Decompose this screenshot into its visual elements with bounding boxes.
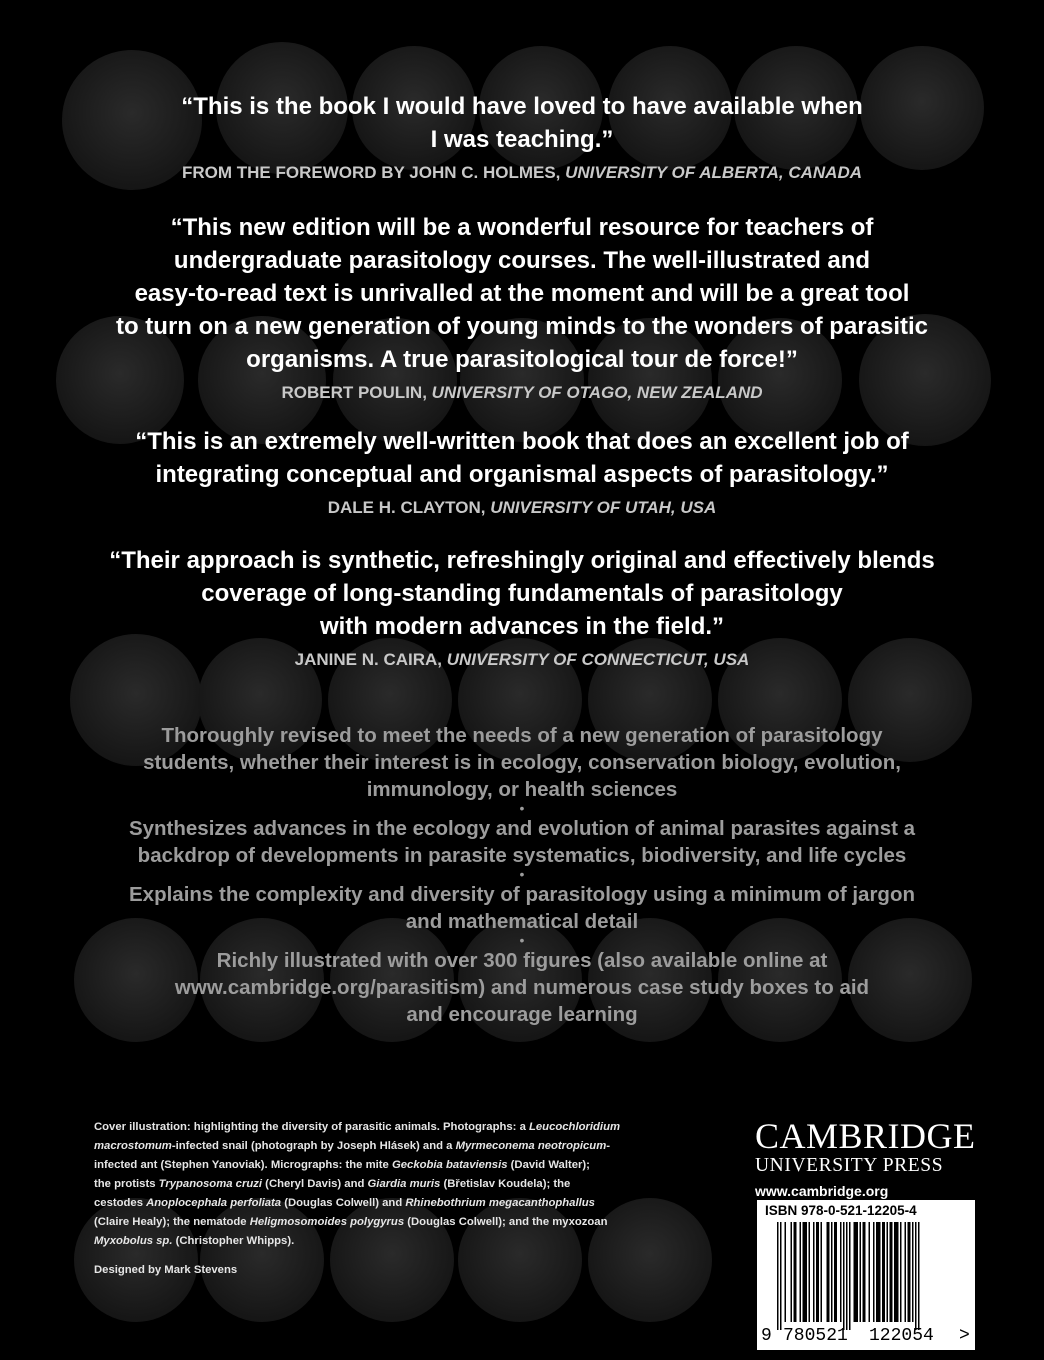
isbn-barcode bbox=[757, 1200, 975, 1350]
quote-attribution: ROBERT POULIN, UNIVERSITY OF OTAGO, NEW ZEALAND bbox=[281, 383, 763, 402]
barcode-bar bbox=[777, 1222, 779, 1330]
barcode-bar bbox=[908, 1222, 911, 1322]
barcode-bar bbox=[780, 1222, 782, 1330]
barcode-bar bbox=[900, 1222, 902, 1322]
quote-line: integrating conceptual and organismal aspects of parasitology.” bbox=[155, 461, 889, 488]
barcode-bars bbox=[765, 1222, 955, 1330]
quote-text bbox=[60, 544, 984, 643]
barcode-bar bbox=[827, 1222, 830, 1322]
quote-line: “Their approach is synthetic, refreshingly original and effectively blends bbox=[109, 547, 935, 574]
bullet-separator: • bbox=[519, 932, 525, 948]
bullet-separator: • bbox=[519, 866, 525, 882]
cover-illustration-credits: Cover illustration: highlighting the diversity of parasitic animals. Photographs: a Leucochloridium macrostomum-infected snail (photograph by Joseph Hlásek) and a Myrmeconema neotropicum- infected ant (Stephen Yanoviak). Micrographs: the mite Geckobia bataviensis (David Walter); the protists Trypanosoma cruzi (Cheryl Davis) and Giardia muris (Břetislav Koudela); the cestodes Anoplocephala perfoliata (Douglas Colwell) and Rhinebothrium megacanthophallus (Claire Healy); the nematode Heligmosomoides polygyrus (Douglas Colwell); and the myxozoan Myxobolus sp. (Christopher Whipps). bbox=[94, 1121, 621, 1247]
barcode-bar bbox=[840, 1222, 842, 1322]
quote-text bbox=[60, 425, 984, 491]
feature-list bbox=[60, 722, 984, 1028]
barcode-bar bbox=[873, 1222, 875, 1322]
quote-text bbox=[60, 211, 984, 376]
barcode-digit-group: 780521 bbox=[783, 1326, 848, 1346]
quote-caira bbox=[60, 544, 984, 671]
barcode-digit-group: 122054 bbox=[869, 1326, 934, 1346]
quote-poulin bbox=[60, 211, 984, 404]
barcode-bar bbox=[821, 1222, 823, 1322]
quote-line: easy-to-read text is unrivalled at the moment and will be a great tool bbox=[134, 280, 910, 307]
quote-text bbox=[60, 90, 984, 156]
barcode-bar bbox=[809, 1222, 811, 1322]
feature-item: Explains the complexity and diversity of parasitology using a minimum of jargon and mathematical detail bbox=[129, 883, 915, 933]
barcode-bar bbox=[918, 1222, 920, 1330]
barcode-bar bbox=[794, 1222, 797, 1322]
barcode-bar bbox=[882, 1222, 885, 1322]
barcode-bar bbox=[912, 1222, 914, 1322]
quote-attribution: FROM THE FOREWORD BY JOHN C. HOLMES, UNIVERSITY OF ALBERTA, CANADA bbox=[181, 163, 863, 182]
publisher-url: www.cambridge.org bbox=[755, 1183, 889, 1199]
barcode-bar bbox=[831, 1222, 833, 1322]
barcode-digit-marker: > bbox=[959, 1326, 970, 1346]
feature-item: Thoroughly revised to meet the needs of a new generation of parasitology students, whether their interest is in ecology, conservation biology, evolution, immunology, or health sciences bbox=[143, 724, 901, 801]
quote-clayton bbox=[60, 425, 984, 519]
publisher-logo-line2: UNIVERSITY PRESS bbox=[755, 1155, 944, 1176]
barcode-bar bbox=[849, 1222, 851, 1330]
quote-line: coverage of long-standing fundamentals of parasitology bbox=[201, 580, 843, 607]
barcode-bar bbox=[869, 1222, 871, 1322]
quote-line: “This is an extremely well-written book that does an excellent job of bbox=[135, 428, 909, 455]
barcode-bar bbox=[876, 1222, 881, 1322]
barcode-bar bbox=[834, 1222, 837, 1322]
isbn-label: ISBN 978-0-521-12205-4 bbox=[765, 1203, 917, 1218]
barcode-bar bbox=[785, 1222, 787, 1322]
designer-credit: Designed by Mark Stevens bbox=[94, 1264, 238, 1276]
barcode-bar bbox=[800, 1222, 802, 1322]
quote-attribution: JANINE N. CAIRA, UNIVERSITY OF CONNECTICUT, USA bbox=[294, 650, 750, 669]
quote-line: undergraduate parasitology courses. The well-illustrated and bbox=[173, 247, 871, 274]
barcode-bar bbox=[791, 1222, 793, 1322]
barcode-bar bbox=[887, 1222, 889, 1322]
barcode-bar bbox=[894, 1222, 899, 1322]
barcode-bar bbox=[890, 1222, 893, 1322]
barcode-bar bbox=[816, 1222, 819, 1322]
quote-attribution: DALE H. CLAYTON, UNIVERSITY OF UTAH, USA bbox=[327, 498, 717, 517]
quote-line: “This new edition will be a wonderful resource for teachers of bbox=[170, 214, 874, 241]
bullet-separator: • bbox=[519, 800, 525, 816]
barcode-bar bbox=[905, 1222, 907, 1322]
barcode-bar bbox=[915, 1222, 917, 1330]
barcode-bar bbox=[860, 1222, 862, 1322]
quote-line: with modern advances in the field.” bbox=[319, 613, 725, 640]
barcode-digit-prefix: 9 bbox=[761, 1326, 772, 1346]
publisher-block bbox=[755, 1118, 975, 1202]
barcode-bar bbox=[803, 1222, 808, 1322]
barcode-bar bbox=[854, 1222, 859, 1322]
feature-item: Richly illustrated with over 300 figures (also available online at www.cambridge.org/parasitism) and numerous case study boxes to aid and encourage learning bbox=[174, 949, 870, 1026]
quote-line: I was teaching.” bbox=[430, 126, 614, 153]
barcode-bar bbox=[846, 1222, 848, 1330]
quote-holmes bbox=[60, 90, 984, 184]
quote-line: to turn on a new generation of young minds to the wonders of parasitic bbox=[115, 313, 929, 340]
quote-line: organisms. A true parasitological tour de force!” bbox=[246, 346, 798, 373]
barcode-bar bbox=[863, 1222, 866, 1322]
barcode-bar bbox=[813, 1222, 815, 1322]
publisher-logo-line1: CAMBRIDGE bbox=[755, 1116, 976, 1156]
barcode-bar bbox=[843, 1222, 845, 1330]
feature-item: Synthesizes advances in the ecology and evolution of animal parasites against a backdrop of developments in parasite systematics, biodiversity, and life cycles bbox=[128, 817, 916, 867]
quote-line: “This is the book I would have loved to have available when bbox=[181, 93, 863, 120]
